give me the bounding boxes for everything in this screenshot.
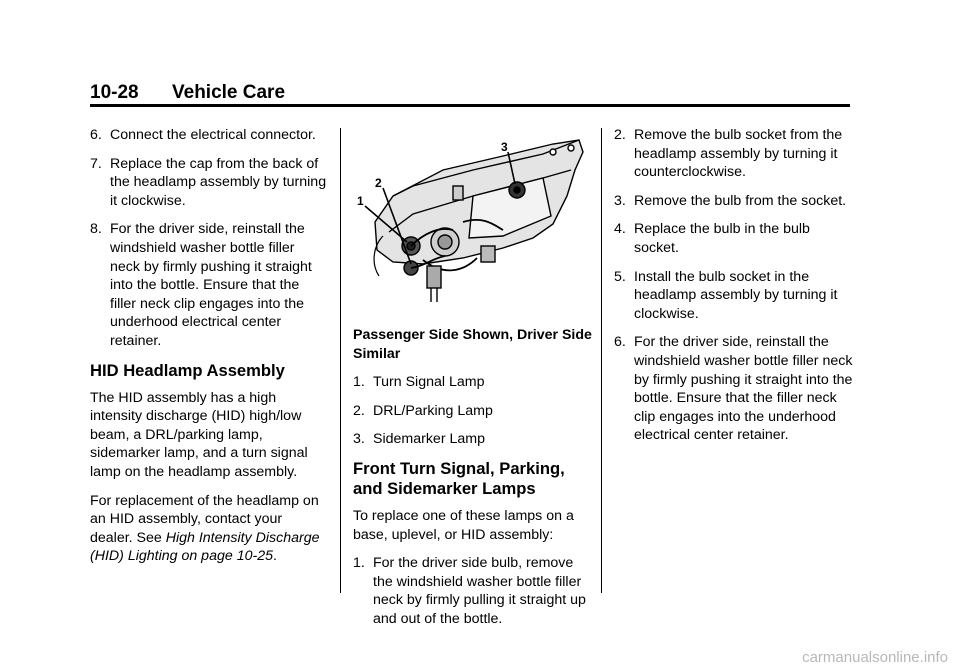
step-text: For the driver side, reinstall the windshield washer bottle filler neck by firmly pushing it straight into the bottle. Ensure that the filler neck clip engages into the underhood electrical center retainer.: [634, 334, 853, 444]
step-number: 6.: [90, 127, 102, 143]
section-title: Vehicle Care: [172, 82, 286, 103]
step-item: [90, 126, 328, 145]
legend-text: Turn Signal Lamp: [373, 374, 485, 391]
step-number: 2.: [614, 127, 626, 143]
step-item: [353, 554, 593, 628]
step-text: Replace the cap from the back of the headlamp assembly by turning it clockwise.: [110, 155, 327, 209]
step-number: 1.: [353, 555, 365, 572]
cross-reference-link[interactable]: High Intensity Discharge (HID) Lighting on page 10-25: [90, 529, 320, 565]
step-text: For the driver side bulb, remove the windshield washer bottle filler neck by firmly pulling it straight up and out of the bottle.: [373, 555, 586, 627]
legend-item: [353, 430, 593, 449]
callout-2: 2: [375, 176, 382, 190]
step-number: 7.: [90, 155, 102, 172]
step-number: 8.: [90, 221, 102, 238]
page-number: 10-28: [90, 82, 139, 103]
figure-caption: Passenger Side Shown, Driver Side Similar: [353, 327, 592, 362]
step-text: Connect the electrical connector.: [110, 127, 316, 143]
paragraph-text: For replacement of the headlamp on an HID assembly, contact your dealer. See: [90, 492, 319, 546]
step-text: Remove the bulb socket from the headlamp assembly by turning it counterclockwise.: [634, 127, 843, 181]
headlamp-assembly-illustration: [353, 126, 589, 312]
column-1: [90, 126, 328, 576]
intro-paragraph: To replace one of these lamps on a base, uplevel, or HID assembly:: [353, 507, 574, 543]
column-2: [353, 126, 593, 639]
legend-number: 3.: [353, 431, 365, 448]
hid-replacement-paragraph: [90, 492, 328, 566]
paragraph-text: .: [272, 548, 277, 565]
legend-text: DRL/Parking Lamp: [373, 402, 493, 419]
column-divider: [340, 128, 341, 593]
legend-text: Sidemarker Lamp: [373, 431, 485, 448]
legend-number: 2.: [353, 402, 365, 419]
headlamp-figure: [353, 126, 589, 312]
step-item: [90, 155, 328, 211]
callout-1: 1: [357, 194, 364, 208]
step-text: Remove the bulb from the socket.: [634, 192, 847, 209]
step-text: Install the bulb socket in the headlamp assembly by turning it clockwise.: [634, 268, 838, 322]
step-item: [90, 220, 328, 350]
legend-item: [353, 373, 593, 392]
step-item: [614, 126, 854, 182]
turn-signal-heading: Front Turn Signal, Parking, and Sidemarker Lamps: [353, 458, 565, 498]
step-item: [614, 333, 854, 445]
step-number: 5.: [614, 268, 626, 285]
column-divider: [601, 128, 602, 593]
step-item: [614, 192, 854, 211]
legend-number: 1.: [353, 374, 365, 391]
header-rule: [90, 104, 850, 107]
legend-item: [353, 402, 593, 421]
step-text: For the driver side, reinstall the windshield washer bottle filler neck by firmly pushing it straight into the bottle. Ensure that the filler neck clip engages into the underhood electrical center retainer.: [110, 221, 312, 349]
step-item: [614, 268, 854, 324]
callout-3: 3: [501, 140, 508, 154]
step-number: 6.: [614, 334, 626, 351]
column-3: [614, 126, 854, 455]
hid-headlamp-heading: HID Headlamp Assembly: [90, 360, 285, 380]
step-number: 4.: [614, 221, 626, 238]
step-text: Replace the bulb in the bulb socket.: [634, 221, 810, 256]
watermark-link[interactable]: carmanualsonline.info: [802, 649, 948, 666]
step-number: 3.: [614, 192, 626, 209]
step-item: [614, 220, 854, 257]
hid-description: The HID assembly has a high intensity discharge (HID) high/low beam, a DRL/parking lamp, sidemarker lamp, and a turn signal lamp on the headlamp assembly.: [90, 389, 308, 480]
